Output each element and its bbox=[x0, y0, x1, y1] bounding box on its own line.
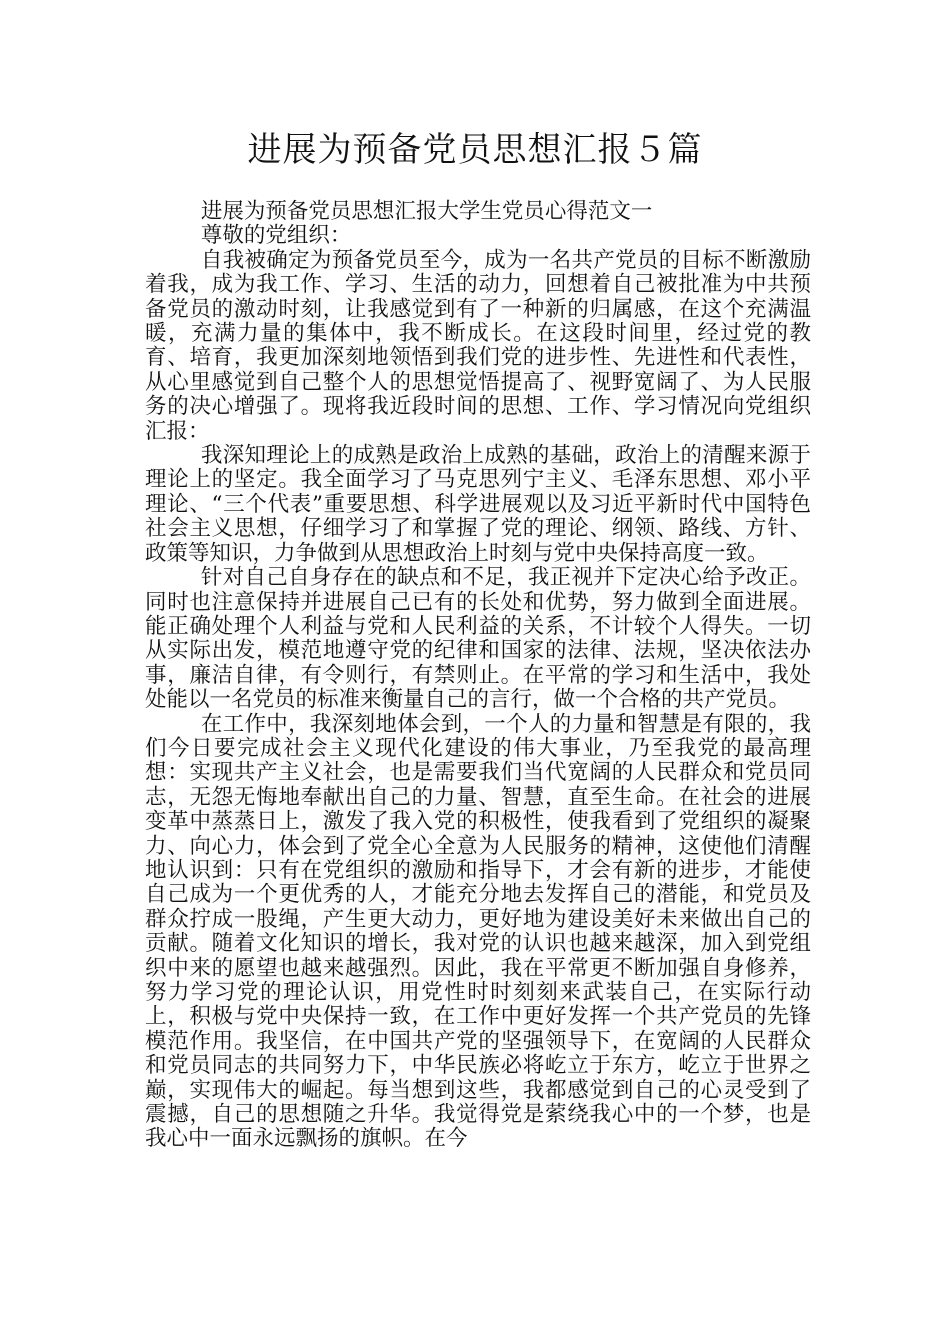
body-paragraph: 在工作中，我深刻地体会到，一个人的力量和智慧是有限的，我们今日要完成社会主义现代化建设的伟大事业，乃至我党的最高理想：实现共产主义社会，也是需要我们当代宽阔的人民群众和党员同志，无怨无悔地奉献出自己的力量、智慧，直至生命。在社会的进展变革中蒸蒸日上，激发了我入党的积极性，使我看到了党组织的凝聚力、向心力，体会到了党全心全意为人民服务的精神，这使他们清醒地认识到：只有在党组织的激励和指导下，才会有新的进步，才能使自己成为一个更优秀的人，才能充分地去发挥自己的潜能，和党员及群众拧成一股绳，产生更大动力，更好地为建设美好未来做出自己的贡献。随着文化知识的增长，我对党的认识也越来越深，加入到党组织中来的愿望也越来越强烈。因此，我在平常更不断加强自身修养，努力学习党的理论认识，用党性时时刻刻来武装自己，在实际行动上，积极与党中央保持一致，在工作中更好发挥一个共产党员的先锋模范作用。我坚信，在中国共产党的坚强领导下，在宽阔的人民群众和党员同志的共同努力下，中华民族必将屹立于东方，屹立于世界之巅，实现伟大的崛起。每当想到这些，我都感觉到自己的心灵受到了震撼，自己的思想随之升华。我觉得党是萦绕我心中的一个梦，也是我心中一面永远飘扬的旗帜。在今 bbox=[145, 711, 811, 1152]
document-subtitle: 进展为预备党员思想汇报大学生党员心得范文一 bbox=[200, 199, 653, 224]
body-paragraph: 我深知理论上的成熟是政治上成熟的基础，政治上的清醒来源于理论上的坚定。我全面学习了马克思列宁主义、毛泽东思想、邓小平理论、“三个代表”重要思想、科学进展观以及习近平新时代中国特色社会主义思想，仔细学习了和掌握了党的理论、纲领、路线、方针、政策等知识，力争做到从思想政治上时刻与党中央保持高度一致。 bbox=[145, 443, 811, 566]
document-body bbox=[145, 200, 811, 1152]
body-paragraph: 针对自己自身存在的缺点和不足，我正视并下定决心给予改正。同时也注意保持并进展自己已有的长处和优势，努力做到全面进展。能正确处理个人利益与党和人民利益的关系，不计较个人得失。一切从实际出发，模范地遵守党的纪律和国家的法律、法规，坚决依法办事，廉洁自律，有令则行，有禁则止。在平常的学习和生活中，我处处能以一名党员的标准来衡量自己的言行，做一个合格的共产党员。 bbox=[145, 565, 811, 713]
page-title: 进展为预备党员思想汇报５篇 bbox=[247, 130, 703, 170]
body-paragraph: 自我被确定为预备党员至今，成为一名共产党员的目标不断激励着我，成为我工作、学习、生活的动力，回想着自己被批准为中共预备党员的激动时刻，让我感觉到有了一种新的归属感，在这个充满温暖，充满力量的集体中，我不断成长。在这段时间里，经过党的教育、培育，我更加深刻地领悟到我们党的进步性、先进性和代表性，从心里感觉到自己整个人的思想觉悟提高了、视野宽阔了、为人民服务的决心增强了。现将我近段时间的思想、工作、学习情况向党组织汇报： bbox=[145, 247, 811, 444]
salutation: 尊敬的党组织： bbox=[200, 223, 352, 249]
